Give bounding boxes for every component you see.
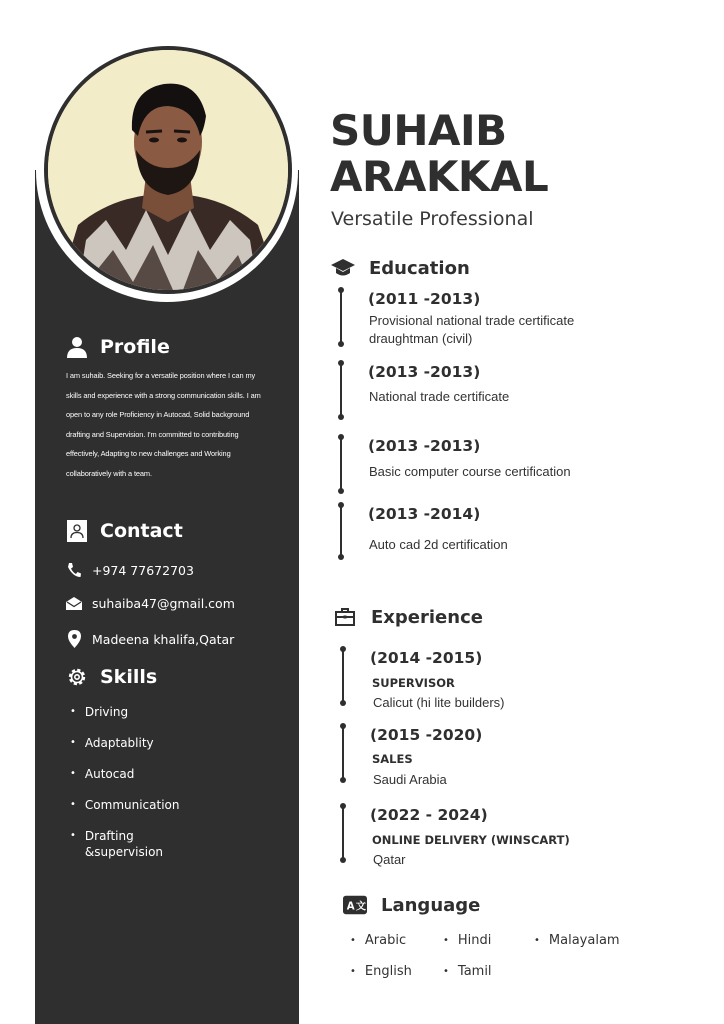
phone-icon [66,562,82,578]
experience-place: Saudi Arabia [373,772,447,787]
gear-icon [66,666,88,688]
experience-role: SUPERVISOR [372,676,455,690]
contact-card-icon [66,520,88,542]
timeline-bar [340,505,342,557]
phone-number: +974 77672703 [92,562,194,578]
name-line-1: SUHAIB [330,106,507,155]
experience-heading [333,606,483,628]
education-period: (2013 -2013) [368,437,481,455]
experience-role: ONLINE DELIVERY (WINSCART) [372,833,570,847]
email-address: suhaiba47@gmail.com [92,595,235,611]
language-item: • Hindi [443,933,492,948]
graduation-cap-icon [331,257,355,279]
skill-item: • Driving [70,705,129,719]
contact-heading-label: Contact [100,520,183,542]
timeline-bar [342,726,344,780]
language-item: • Arabic [350,933,407,948]
svg-text:文: 文 [355,901,367,913]
briefcase-icon [333,606,357,628]
language-heading-label: Language [381,894,481,916]
education-heading-label: Education [369,257,470,279]
contact-phone[interactable] [66,562,194,578]
skill-item: • Autocad [70,767,135,781]
envelope-icon [66,595,82,611]
skills-heading-label: Skills [100,666,158,688]
contact-location [66,631,234,647]
language-item: • Tamil [443,964,492,979]
profile-heading-label: Profile [100,336,170,358]
location-text: Madeena khalifa,Qatar [92,631,235,647]
education-description: Provisional national trade certificate draughtman (civil) [369,313,575,346]
contact-email[interactable] [66,595,235,611]
contact-heading [66,520,183,542]
education-description: Basic computer course certification [369,464,571,479]
skill-item: • Drafting &supervision [70,829,164,859]
education-description: National trade certificate [369,389,510,404]
experience-role: SALES [372,752,413,766]
timeline-bar [340,437,342,491]
experience-heading-label: Experience [371,606,483,628]
user-icon [66,336,88,358]
language-heading [343,894,480,916]
skills-heading [66,666,157,688]
language-item: • English [350,964,412,979]
map-pin-icon [66,631,82,647]
experience-period: (2014 -2015) [370,649,483,667]
timeline-bar [340,290,342,344]
profile-photo [48,50,288,290]
experience-period: (2015 -2020) [370,726,483,744]
experience-place: Qatar [373,852,406,867]
education-period: (2013 -2013) [368,363,481,381]
experience-period: (2022 - 2024) [370,806,488,824]
translate-icon [343,894,367,916]
timeline-bar [342,806,344,860]
language-item: • Malayalam [534,933,620,948]
name-line-2: ARAKKAL [330,152,549,201]
timeline-bar [340,363,342,417]
skill-item: • Communication [70,798,180,812]
education-description: Auto cad 2d certification [369,537,508,552]
skill-item: • Adaptablity [70,736,154,750]
skills-list [70,704,180,859]
profile-summary: I am suhaib. Seeking for a versatile position where I can my skills and experience with a strong communication skills. I am open to any role Proficiency in Autocad, Solid background drafting and Supervision. I'm committed to contributing effectively, Adapting to new challenges and Working collaboratively with a team. [66,371,261,478]
profile-heading [66,336,170,358]
education-period: (2011 -2013) [368,290,481,308]
person-name [330,108,548,200]
education-heading [331,257,470,279]
svg-text:A: A [346,901,355,913]
job-title: Versatile Professional [331,208,534,230]
education-period: (2013 -2014) [368,505,481,523]
timeline-bar [342,649,344,703]
experience-place: Calicut (hi lite builders) [373,695,505,710]
